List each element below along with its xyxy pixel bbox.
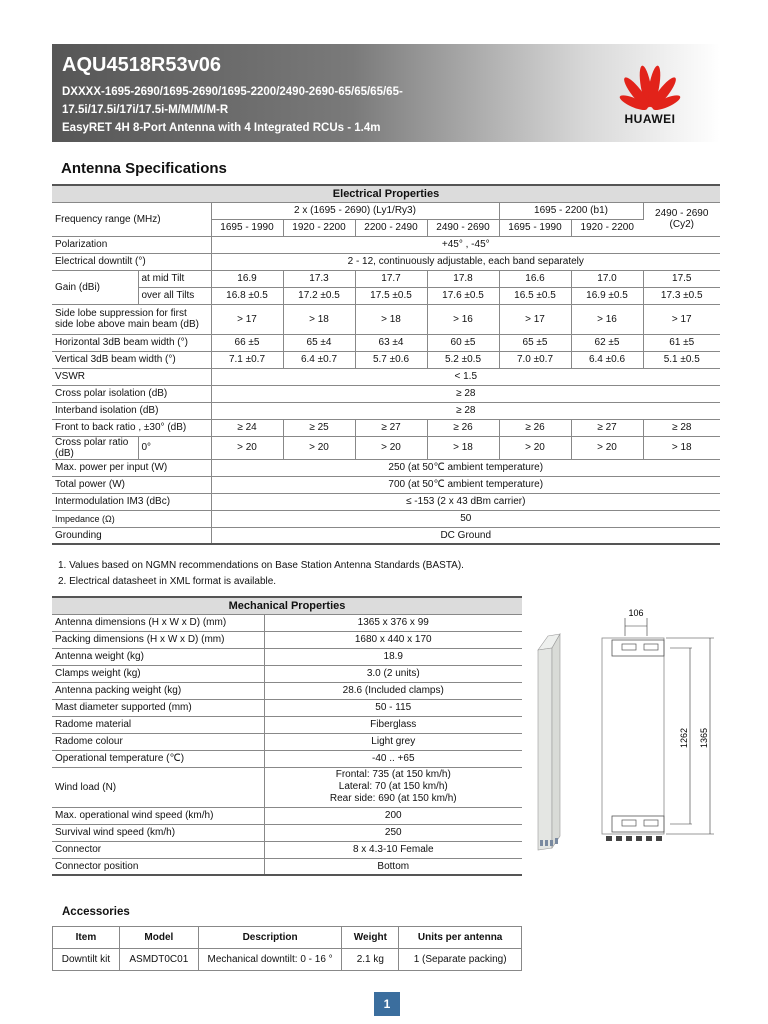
sidelobe-value: > 17: [211, 304, 283, 334]
accessories-title: Accessories: [62, 906, 130, 918]
grounding-value: DC Ground: [211, 527, 720, 544]
acc-cell: Mechanical downtilt: 0 - 16 °: [198, 949, 342, 971]
mech-label: Survival wind speed (km/h): [52, 824, 264, 841]
mech-value: 8 x 4.3-10 Female: [264, 841, 522, 858]
sidelobe-label-line1: Side lobe suppression for first: [55, 308, 187, 319]
band: 2200 - 2490: [355, 219, 427, 236]
hbw-value: 66 ±5: [211, 334, 283, 351]
acc-header: Weight: [342, 927, 399, 949]
band: 1695 - 1990: [211, 219, 283, 236]
ftb-value: ≥ 25: [283, 419, 355, 436]
gain-all: 16.9 ±0.5: [571, 287, 643, 304]
vbw-value: 5.1 ±0.5: [643, 351, 720, 368]
mech-value: Light grey: [264, 733, 522, 750]
acc-header: Units per antenna: [399, 927, 522, 949]
hbw-value: 65 ±4: [283, 334, 355, 351]
mech-label: Radome material: [52, 716, 264, 733]
grounding-label: Grounding: [52, 527, 211, 544]
gain-mid: 17.7: [355, 270, 427, 287]
max-power-label: Max. power per input (W): [52, 459, 211, 476]
cpr-value: > 20: [499, 436, 571, 459]
interband-isolation-label: Interband isolation (dB): [52, 402, 211, 419]
mech-label: Mast diameter supported (mm): [52, 699, 264, 716]
mech-label: Packing dimensions (H x W x D) (mm): [52, 631, 264, 648]
vbw-value: 7.0 ±0.7: [499, 351, 571, 368]
hbw-value: 60 ±5: [427, 334, 499, 351]
width-dimension: 106: [628, 608, 644, 618]
mount-dimension: 1262: [679, 727, 689, 749]
antenna-drawing: [530, 600, 720, 870]
mech-value: 200: [264, 807, 522, 824]
polarization-value: +45° , -45°: [211, 236, 720, 253]
freq-group-3: 2490 - 2690 (Cy2): [643, 202, 720, 236]
cpr-value: > 18: [643, 436, 720, 459]
mech-value: 28.6 (Included clamps): [264, 682, 522, 699]
acc-header: Item: [53, 927, 120, 949]
gain-mid: 16.9: [211, 270, 283, 287]
vbw-value: 6.4 ±0.6: [571, 351, 643, 368]
cross-isolation-label: Cross polar isolation (dB): [52, 385, 211, 402]
antenna-dimension-diagram: [530, 600, 720, 870]
brand-name: HUAWEI: [624, 112, 676, 126]
impedance-label: Impedance (Ω): [52, 510, 211, 527]
mech-value: 1680 x 440 x 170: [264, 631, 522, 648]
interband-isolation-value: ≥ 28: [211, 402, 720, 419]
impedance-value: 50: [211, 510, 720, 527]
band: 1920 - 2200: [571, 219, 643, 236]
hbw-value: 63 ±4: [355, 334, 427, 351]
acc-cell: ASMDT0C01: [119, 949, 198, 971]
sidelobe-value: > 18: [355, 304, 427, 334]
accessories-table: [52, 926, 522, 971]
huawei-petals-icon: [614, 60, 686, 112]
wind-frontal: Frontal: 735 (at 150 km/h): [335, 769, 451, 780]
vbw-value: 7.1 ±0.7: [211, 351, 283, 368]
footnote: 2. Electrical datasheet in XML format is available.: [58, 576, 277, 587]
mech-label: Connector position: [52, 858, 264, 875]
gain-mid: 17.8: [427, 270, 499, 287]
freq-label: Frequency range (MHz): [52, 202, 211, 236]
band: 1920 - 2200: [283, 219, 355, 236]
cpr-value: > 18: [427, 436, 499, 459]
ftb-label: Front to back ratio , ±30° (dB): [52, 419, 211, 436]
cross-isolation-value: ≥ 28: [211, 385, 720, 402]
band: 2490 - 2690: [427, 219, 499, 236]
mechanical-heading: Mechanical Properties: [52, 597, 522, 614]
ftb-value: ≥ 28: [643, 419, 720, 436]
sidelobe-value: > 16: [427, 304, 499, 334]
hbw-value: 62 ±5: [571, 334, 643, 351]
sidelobe-value: > 16: [571, 304, 643, 334]
mech-value: Bottom: [264, 858, 522, 875]
footnotes: [58, 558, 464, 590]
gain-mid: 17.3: [283, 270, 355, 287]
cpr-value: > 20: [211, 436, 283, 459]
cpr-angle: 0°: [138, 436, 211, 459]
ftb-value: ≥ 27: [571, 419, 643, 436]
cpr-label: Cross polar ratio (dB): [52, 436, 138, 459]
section-title: Antenna Specifications: [61, 160, 227, 177]
im3-label: Intermodulation IM3 (dBc): [52, 493, 211, 510]
max-power-value: 250 (at 50℃ ambient temperature): [211, 459, 720, 476]
mech-label: Max. operational wind speed (km/h): [52, 807, 264, 824]
height-dimension: 1365: [699, 727, 709, 749]
ftb-value: ≥ 27: [355, 419, 427, 436]
downtilt-value: 2 - 12, continuously adjustable, each band separately: [211, 253, 720, 270]
product-description: EasyRET 4H 8-Port Antenna with 4 Integrated RCUs - 1.4m: [62, 122, 381, 134]
sidelobe-label-line2: side lobe above main beam (dB): [55, 319, 199, 330]
sidelobe-value: > 17: [643, 304, 720, 334]
mech-value: 18.9: [264, 648, 522, 665]
downtilt-label: Electrical downtilt (°): [52, 253, 211, 270]
acc-cell: 1 (Separate packing): [399, 949, 522, 971]
mech-label: Connector: [52, 841, 264, 858]
gain-mid: 17.5: [643, 270, 720, 287]
electrical-heading: Electrical Properties: [52, 185, 720, 202]
im3-value: ≤ -153 (2 x 43 dBm carrier): [211, 493, 720, 510]
band: 1695 - 1990: [499, 219, 571, 236]
polarization-label: Polarization: [52, 236, 211, 253]
sidelobe-value: > 18: [283, 304, 355, 334]
wind-load-label: Wind load (N): [52, 767, 264, 807]
hbw-value: 61 ±5: [643, 334, 720, 351]
mechanical-properties-table: [52, 596, 522, 876]
product-title: AQU4518R53v06: [62, 54, 221, 76]
gain-all: 16.5 ±0.5: [499, 287, 571, 304]
mech-label: Antenna packing weight (kg): [52, 682, 264, 699]
mech-value: -40 .. +65: [264, 750, 522, 767]
gain-all: 17.5 ±0.5: [355, 287, 427, 304]
huawei-logo: [614, 60, 686, 128]
vbw-value: 5.7 ±0.6: [355, 351, 427, 368]
freq-group-1: 2 x (1695 - 2690) (Ly1/Ry3): [211, 202, 499, 219]
gain-mid-label: at mid Tilt: [138, 270, 211, 287]
gain-mid: 17.0: [571, 270, 643, 287]
ftb-value: ≥ 24: [211, 419, 283, 436]
gain-all: 17.6 ±0.5: [427, 287, 499, 304]
mech-value: 3.0 (2 units): [264, 665, 522, 682]
acc-cell: Downtilt kit: [53, 949, 120, 971]
mech-label: Clamps weight (kg): [52, 665, 264, 682]
cpr-value: > 20: [571, 436, 643, 459]
ftb-value: ≥ 26: [427, 419, 499, 436]
acc-cell: 2.1 kg: [342, 949, 399, 971]
freq-group-2: 1695 - 2200 (b1): [499, 202, 643, 219]
mech-label: Antenna dimensions (H x W x D) (mm): [52, 614, 264, 631]
gain-all-label: over all Tilts: [138, 287, 211, 304]
ftb-value: ≥ 26: [499, 419, 571, 436]
electrical-properties-table: [52, 184, 720, 545]
vswr-label: VSWR: [52, 368, 211, 385]
vswr-value: < 1.5: [211, 368, 720, 385]
cpr-value: > 20: [355, 436, 427, 459]
vbw-label: Vertical 3dB beam width (°): [52, 351, 211, 368]
sidelobe-value: > 17: [499, 304, 571, 334]
acc-header: Model: [119, 927, 198, 949]
acc-header: Description: [198, 927, 342, 949]
wind-lateral: Lateral: 70 (at 150 km/h): [338, 781, 448, 792]
product-model-line-2: 17.5i/17.5i/17i/17.5i-M/M/M/M-R: [62, 104, 229, 116]
vbw-value: 5.2 ±0.5: [427, 351, 499, 368]
wind-load-value: [264, 767, 522, 807]
gain-all: 17.3 ±0.5: [643, 287, 720, 304]
mech-label: Antenna weight (kg): [52, 648, 264, 665]
total-power-value: 700 (at 50℃ ambient temperature): [211, 476, 720, 493]
mech-label: Operational temperature (℃): [52, 750, 264, 767]
mech-value: 250: [264, 824, 522, 841]
vbw-value: 6.4 ±0.7: [283, 351, 355, 368]
gain-label: Gain (dBi): [52, 270, 138, 304]
hbw-label: Horizontal 3dB beam width (°): [52, 334, 211, 351]
page-number: 1: [374, 992, 400, 1016]
sidelobe-label: [52, 304, 211, 334]
wind-rear: Rear side: 690 (at 150 km/h): [329, 793, 457, 804]
mech-value: Fiberglass: [264, 716, 522, 733]
product-model-line-1: DXXXX-1695-2690/1695-2690/1695-2200/2490-2690-65/65/65/65-: [62, 86, 403, 98]
gain-all: 16.8 ±0.5: [211, 287, 283, 304]
gain-all: 17.2 ±0.5: [283, 287, 355, 304]
footnote: 1. Values based on NGMN recommendations on Base Station Antenna Standards (BASTA).: [58, 560, 464, 571]
total-power-label: Total power (W): [52, 476, 211, 493]
cpr-value: > 20: [283, 436, 355, 459]
hbw-value: 65 ±5: [499, 334, 571, 351]
mech-value: 50 - 115: [264, 699, 522, 716]
mech-label: Radome colour: [52, 733, 264, 750]
mech-value: 1365 x 376 x 99: [264, 614, 522, 631]
gain-mid: 16.6: [499, 270, 571, 287]
